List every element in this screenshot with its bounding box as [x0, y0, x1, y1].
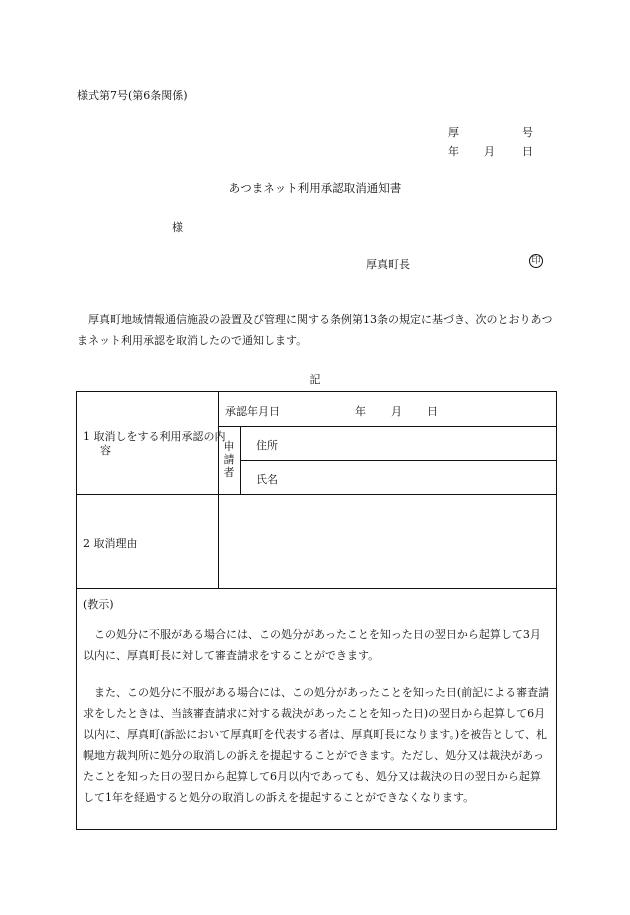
applicant-label: 申請者	[223, 440, 235, 479]
name-label: 氏名	[256, 473, 278, 486]
table-column-divider	[240, 426, 241, 494]
table-row-divider	[77, 588, 556, 589]
approval-date-label: 承認年月日	[225, 405, 280, 418]
date-month-label: 月	[484, 145, 495, 158]
address-label: 住所	[256, 439, 278, 452]
date-day-label: 日	[522, 145, 533, 158]
row1-label: 1 取消しをする利用承認の内容	[83, 430, 226, 457]
note-label: 記	[309, 373, 321, 386]
seal-mark-icon: 印	[529, 254, 543, 268]
document-number-suffix: 号	[522, 126, 533, 139]
document-title: あつまネット利用承認取消通知書	[228, 181, 402, 195]
body-paragraph: 厚真町地域情報通信施設の設置及び管理に関する条例第13条の規定に基づき、次のとおりあつまネット利用承認を取消したので通知します。	[77, 313, 553, 347]
date-year-label: 年	[448, 145, 459, 158]
recipient-suffix: 様	[172, 221, 183, 234]
instruction-paragraph-1: この処分に不服がある場合には、この処分があったことを知った日の翌日から起算して3月以内に、厚真町長に対して審査請求をすることができます。	[83, 628, 541, 662]
instruction-heading: (教示)	[83, 598, 114, 611]
document-number-prefix: 厚	[448, 126, 459, 139]
instruction-paragraph-2: また、この処分に不服がある場合には、この処分があったことを知った日(前記による審査請求をしたときは、当該審査請求に対する裁決があったことを知った日)の翌日から起算して6月以内に、厚真町(訴訟において厚真町を代表する者は、厚真町長になります。)を被告として、札幌地方裁判所に処分の取消しの訴えを提起することができます。ただし、処分又は裁決があったことを知った日の翌日から起算して6月以内であっても、処分又は裁決の日の翌日から起算して1年を経過すると処分の取消しの訴えを提起することができなくなります。	[83, 686, 550, 804]
form-table	[76, 391, 557, 830]
form-number-label: 様式第7号(第6条関係)	[77, 89, 188, 102]
row2-label: 2 取消理由	[83, 537, 138, 550]
approval-day-label: 日	[427, 405, 438, 418]
table-subrow-divider	[240, 460, 556, 461]
approval-month-label: 月	[391, 405, 402, 418]
approval-year-label: 年	[355, 405, 366, 418]
table-subrow-divider	[218, 426, 556, 427]
sender-name: 厚真町長	[366, 258, 410, 271]
table-row-divider	[77, 494, 556, 495]
table-column-divider	[218, 392, 219, 588]
